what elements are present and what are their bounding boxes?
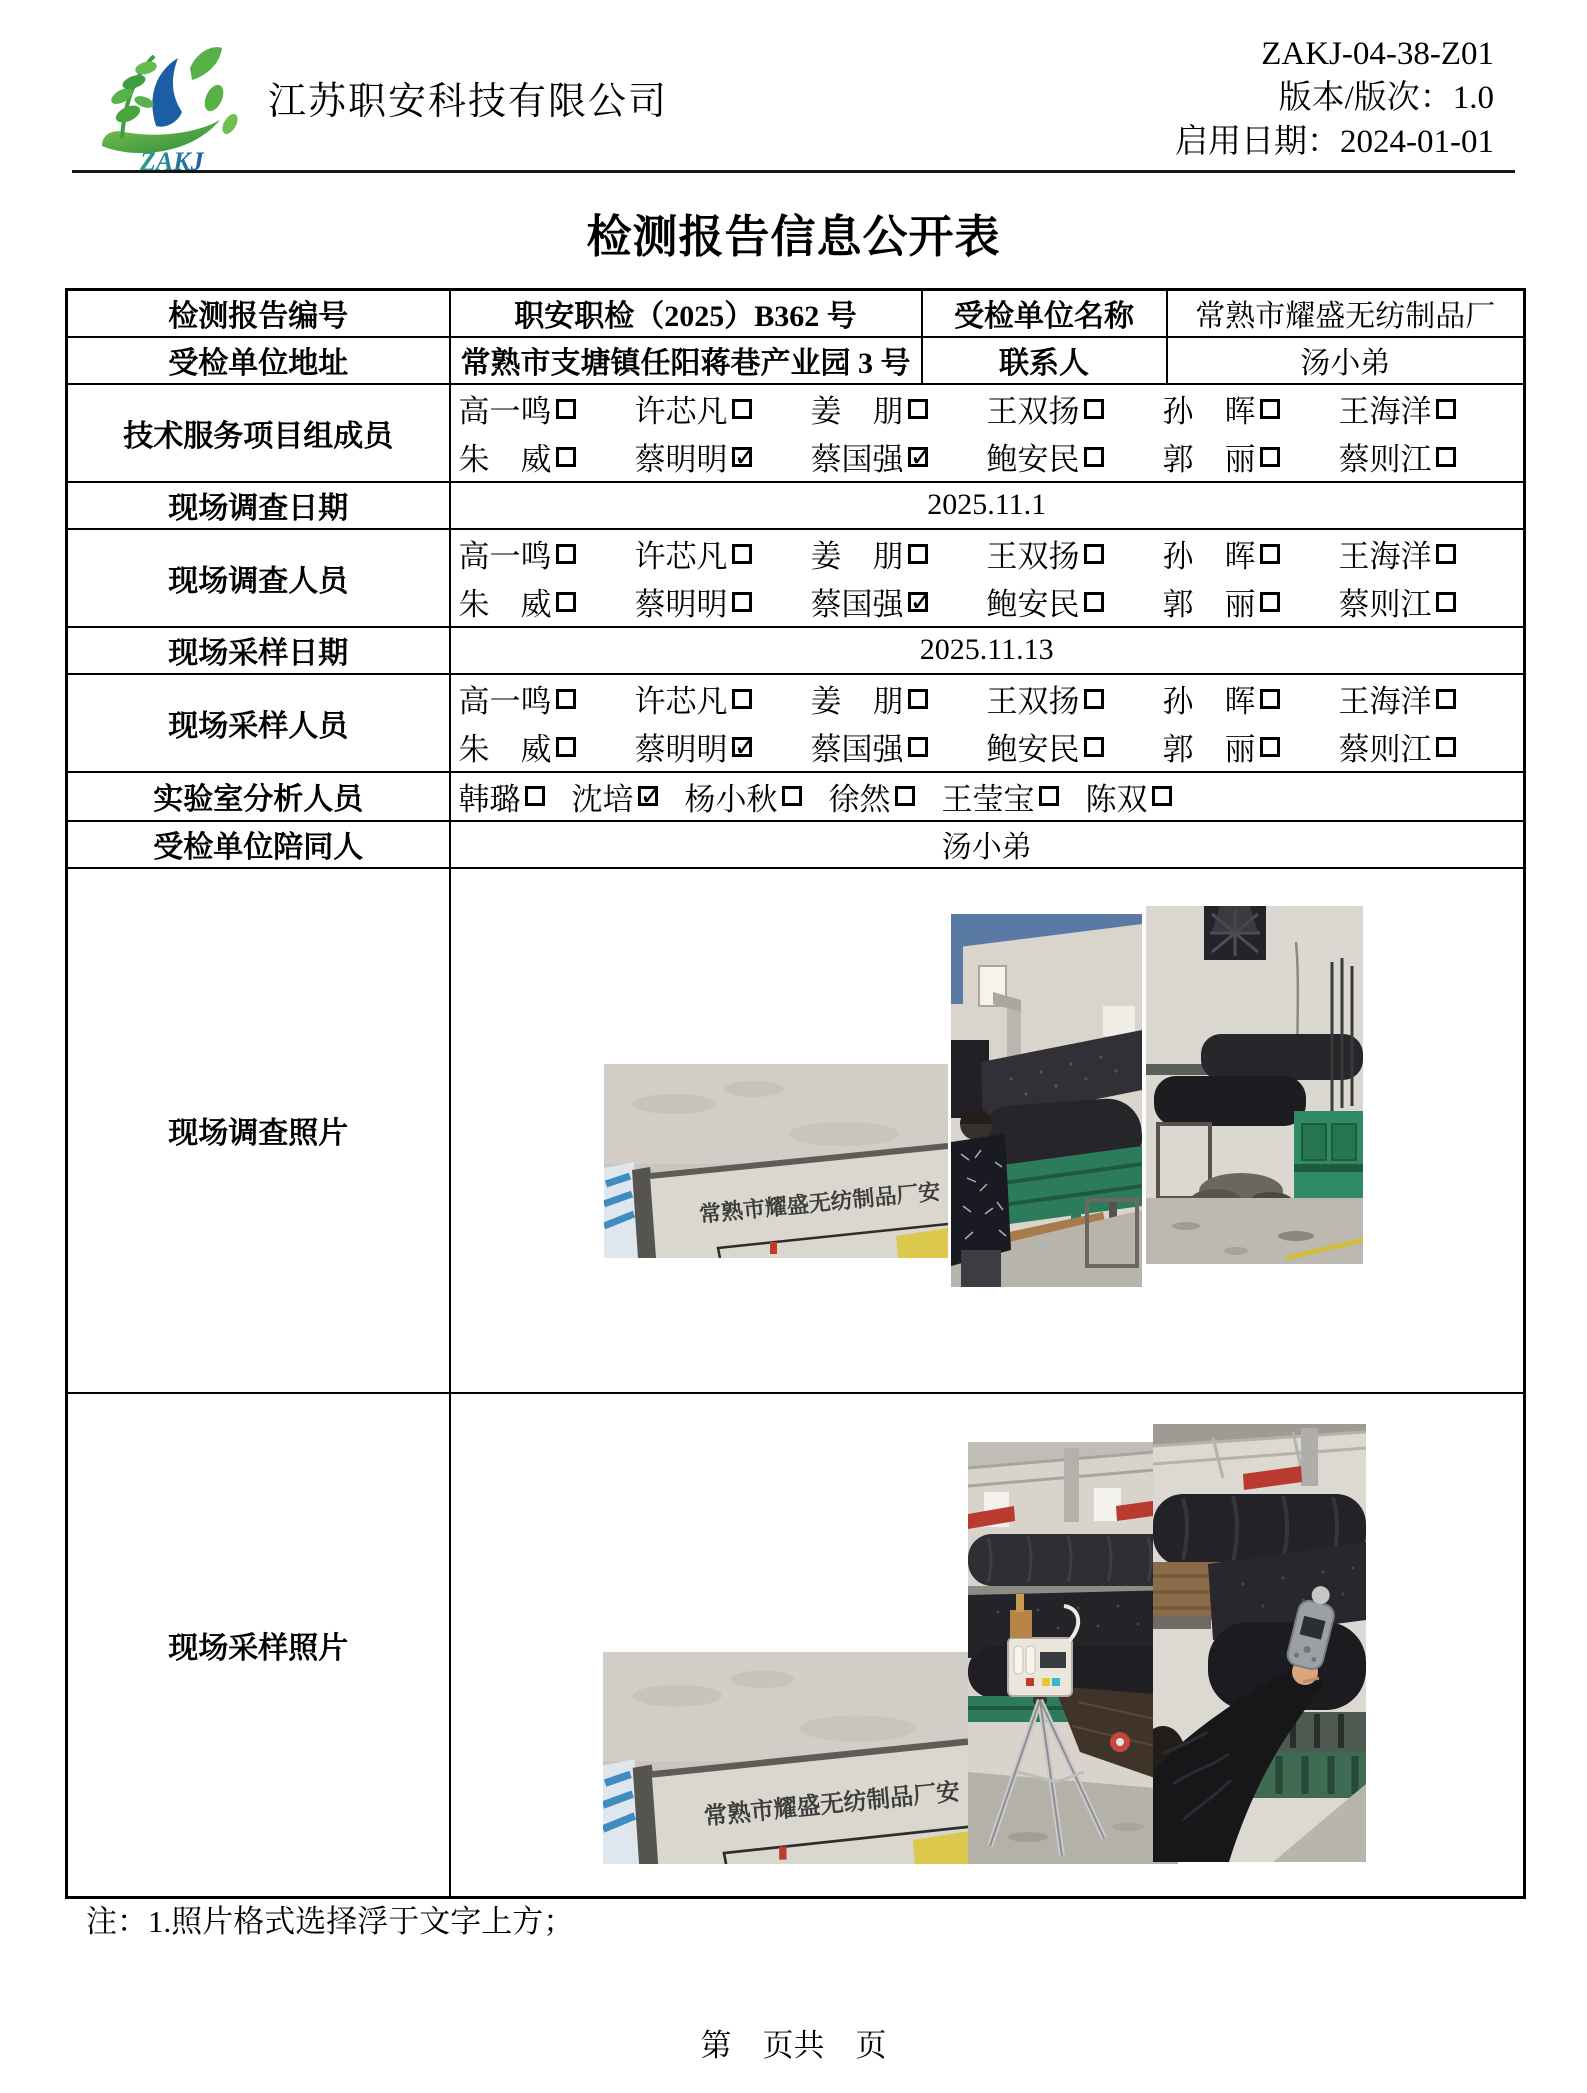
survey-date-label: 现场调查日期	[67, 482, 450, 529]
person-item	[987, 724, 1163, 769]
unit-addr-value: 常熟市支塘镇任阳蒋巷产业园 3 号	[450, 337, 922, 384]
survey-photo-label: 现场调查照片	[67, 868, 450, 1393]
person-name: 鲍安民	[986, 442, 1080, 477]
checkbox[interactable]	[556, 689, 576, 709]
table-row	[67, 627, 1525, 674]
sampling-photo-tripod-sampler	[968, 1442, 1178, 1864]
person-name: 朱 威	[458, 732, 552, 767]
person-name: 蔡明明	[634, 442, 728, 477]
person-item	[987, 434, 1163, 479]
survey-photo-factory-sign	[604, 1064, 948, 1258]
sampling-photo-label: 现场采样照片	[67, 1393, 450, 1898]
sampling-photo-cell	[450, 1393, 1525, 1898]
person-item	[829, 774, 915, 819]
table-row	[67, 821, 1525, 868]
person-item	[1339, 434, 1515, 479]
person-name: 王双扬	[986, 684, 1080, 719]
checkbox[interactable]	[1436, 737, 1456, 757]
person-name: 陈双	[1085, 781, 1148, 817]
page-footer: 第 页共 页	[700, 2028, 887, 2063]
person-name: 韩璐	[458, 781, 521, 817]
lab-staff-members	[450, 772, 1525, 821]
checkbox[interactable]	[908, 447, 928, 467]
person-item	[942, 774, 1059, 819]
person-name: 蔡国强	[810, 587, 904, 622]
sampling-date-label: 现场采样日期	[67, 627, 450, 674]
checkbox[interactable]	[638, 786, 658, 806]
checkbox[interactable]	[732, 447, 752, 467]
person-item	[811, 386, 987, 431]
person-name: 姜 朋	[810, 684, 904, 719]
table-row	[67, 1393, 1525, 1898]
survey-staff-members	[450, 529, 1525, 627]
person-name: 沈培	[571, 781, 634, 817]
person-name: 郭 丽	[1162, 732, 1256, 767]
checkbox[interactable]	[556, 592, 576, 612]
person-item	[1339, 579, 1515, 624]
table-row	[67, 384, 1525, 482]
person-item	[1339, 724, 1515, 769]
checkbox[interactable]	[1260, 447, 1280, 467]
person-item	[459, 434, 635, 479]
person-name: 姜 朋	[810, 394, 904, 429]
checkbox[interactable]	[1084, 737, 1104, 757]
person-name: 王双扬	[986, 539, 1080, 574]
person-name: 高一鸣	[458, 394, 552, 429]
checkbox[interactable]	[732, 544, 752, 564]
person-name: 孙 晖	[1162, 684, 1256, 719]
person-item	[1163, 676, 1339, 721]
checkbox[interactable]	[732, 592, 752, 612]
person-name: 蔡则江	[1338, 587, 1432, 622]
person-name: 鲍安民	[986, 587, 1080, 622]
person-item	[811, 724, 987, 769]
sampling-staff-label: 现场采样人员	[67, 674, 450, 772]
person-name: 王海洋	[1338, 684, 1432, 719]
person-name: 蔡国强	[810, 732, 904, 767]
person-item	[635, 434, 811, 479]
sampling-date-value: 2025.11.13	[450, 627, 1525, 674]
survey-date-value: 2025.11.1	[450, 482, 1525, 529]
checkbox[interactable]	[1152, 786, 1172, 806]
checkbox[interactable]	[525, 786, 545, 806]
person-name: 王海洋	[1338, 394, 1432, 429]
person-item	[1163, 531, 1339, 576]
survey-photo-cell	[450, 868, 1525, 1393]
contact-value: 汤小弟	[1167, 337, 1525, 384]
unit-name-value: 常熟市耀盛无纺制品厂	[1167, 290, 1525, 337]
doc-code: ZAKJ-04-38-Z01	[1261, 36, 1494, 72]
survey-staff-line-1	[451, 530, 1524, 578]
person-name: 许芯凡	[634, 684, 728, 719]
checkbox[interactable]	[1436, 544, 1456, 564]
checkbox[interactable]	[732, 737, 752, 757]
person-item	[459, 531, 635, 576]
person-name: 蔡明明	[634, 587, 728, 622]
table-row	[67, 674, 1525, 772]
person-item	[987, 386, 1163, 431]
person-name: 蔡国强	[810, 442, 904, 477]
person-item	[1086, 774, 1172, 819]
person-item	[635, 724, 811, 769]
survey-photo-worker-machine	[951, 914, 1142, 1287]
person-name: 王双扬	[986, 394, 1080, 429]
person-item	[811, 434, 987, 479]
checkbox[interactable]	[1436, 399, 1456, 419]
person-item	[987, 579, 1163, 624]
person-item	[1339, 531, 1515, 576]
survey-staff-line-2	[451, 578, 1524, 626]
logo-text: ZAKJ	[140, 147, 204, 174]
checkbox[interactable]	[1436, 689, 1456, 709]
person-item	[811, 676, 987, 721]
companion-label: 受检单位陪同人	[67, 821, 450, 868]
sampling-staff-line-2	[451, 723, 1524, 771]
checkbox[interactable]	[1084, 689, 1104, 709]
person-name: 鲍安民	[986, 732, 1080, 767]
person-item	[635, 531, 811, 576]
doc-date: 启用日期：2024-01-01	[1175, 124, 1494, 160]
info-table	[65, 288, 1526, 1899]
checkbox[interactable]	[1260, 737, 1280, 757]
checkbox[interactable]	[1084, 592, 1104, 612]
sampling-staff-line-1	[451, 675, 1524, 723]
person-item	[1163, 386, 1339, 431]
person-item	[459, 724, 635, 769]
page-title: 检测报告信息公开表	[586, 212, 1001, 262]
person-name: 王海洋	[1338, 539, 1432, 574]
checkbox[interactable]	[556, 737, 576, 757]
checkbox[interactable]	[732, 399, 752, 419]
person-item	[1163, 579, 1339, 624]
table-row	[67, 290, 1525, 337]
checkbox[interactable]	[908, 592, 928, 612]
person-item	[1163, 724, 1339, 769]
person-item	[1339, 386, 1515, 431]
person-name: 蔡明明	[634, 732, 728, 767]
person-item	[987, 676, 1163, 721]
person-name: 许芯凡	[634, 394, 728, 429]
person-name: 杨小秋	[684, 781, 778, 817]
checkbox[interactable]	[556, 447, 576, 467]
footnote: 注：1.照片格式选择浮于文字上方；	[86, 1904, 575, 1939]
unit-name-label: 受检单位名称	[922, 290, 1167, 337]
unit-addr-label: 受检单位地址	[67, 337, 450, 384]
person-item	[635, 676, 811, 721]
person-item	[987, 531, 1163, 576]
checkbox[interactable]	[1436, 592, 1456, 612]
person-item	[635, 579, 811, 624]
checkbox[interactable]	[895, 786, 915, 806]
person-name: 朱 威	[458, 587, 552, 622]
table-row	[67, 529, 1525, 627]
checkbox[interactable]	[1436, 447, 1456, 467]
checkbox[interactable]	[782, 786, 802, 806]
survey-photo-workshop	[1146, 906, 1363, 1264]
person-name: 孙 晖	[1162, 394, 1256, 429]
person-name: 高一鸣	[458, 684, 552, 719]
person-item	[635, 386, 811, 431]
checkbox[interactable]	[908, 399, 928, 419]
checkbox[interactable]	[908, 737, 928, 757]
companion-value: 汤小弟	[450, 821, 1525, 868]
person-name: 蔡则江	[1338, 732, 1432, 767]
survey-staff-label: 现场调查人员	[67, 529, 450, 627]
person-item	[811, 579, 987, 624]
table-row	[67, 772, 1525, 821]
report-no-label: 检测报告编号	[67, 290, 450, 337]
company-logo	[92, 42, 264, 174]
checkbox[interactable]	[556, 544, 576, 564]
person-item	[685, 774, 802, 819]
person-item	[459, 774, 545, 819]
person-name: 姜 朋	[810, 539, 904, 574]
checkbox[interactable]	[1260, 399, 1280, 419]
team-line-2	[451, 433, 1524, 481]
checkbox[interactable]	[1260, 689, 1280, 709]
person-name: 徐然	[828, 781, 891, 817]
sampling-staff-members	[450, 674, 1525, 772]
table-row	[67, 868, 1525, 1393]
checkbox[interactable]	[1084, 544, 1104, 564]
person-name: 朱 威	[458, 442, 552, 477]
team-members	[450, 384, 1525, 482]
team-label: 技术服务项目组成员	[67, 384, 450, 482]
sampling-photo-factory-sign	[603, 1652, 968, 1864]
lab-staff-line	[451, 773, 1524, 820]
document-meta	[1175, 32, 1494, 164]
person-name: 蔡则江	[1338, 442, 1432, 477]
person-item	[459, 579, 635, 624]
person-name: 孙 晖	[1162, 539, 1256, 574]
person-name: 郭 丽	[1162, 587, 1256, 622]
sampling-photo-handheld-meter	[1153, 1424, 1366, 1862]
checkbox[interactable]	[1260, 544, 1280, 564]
table-row	[67, 337, 1525, 384]
person-item	[459, 386, 635, 431]
checkbox[interactable]	[908, 689, 928, 709]
checkbox[interactable]	[908, 544, 928, 564]
person-name: 王莹宝	[941, 781, 1035, 817]
person-name: 许芯凡	[634, 539, 728, 574]
checkbox[interactable]	[556, 399, 576, 419]
checkbox[interactable]	[1084, 447, 1104, 467]
report-no-value: 职安职检（2025）B362 号	[450, 290, 922, 337]
person-item	[1339, 676, 1515, 721]
person-item	[459, 676, 635, 721]
table-row	[67, 482, 1525, 529]
person-item	[572, 774, 658, 819]
contact-label: 联系人	[922, 337, 1167, 384]
checkbox[interactable]	[1084, 399, 1104, 419]
company-name: 江苏职安科技有限公司	[268, 81, 669, 123]
person-name: 高一鸣	[458, 539, 552, 574]
header-divider	[72, 170, 1515, 173]
doc-version: 版本/版次：1.0	[1278, 80, 1494, 116]
team-line-1	[451, 385, 1524, 433]
checkbox[interactable]	[1039, 786, 1059, 806]
lab-staff-label: 实验室分析人员	[67, 772, 450, 821]
person-name: 郭 丽	[1162, 442, 1256, 477]
checkbox[interactable]	[732, 689, 752, 709]
checkbox[interactable]	[1260, 592, 1280, 612]
person-item	[1163, 434, 1339, 479]
person-item	[811, 531, 987, 576]
